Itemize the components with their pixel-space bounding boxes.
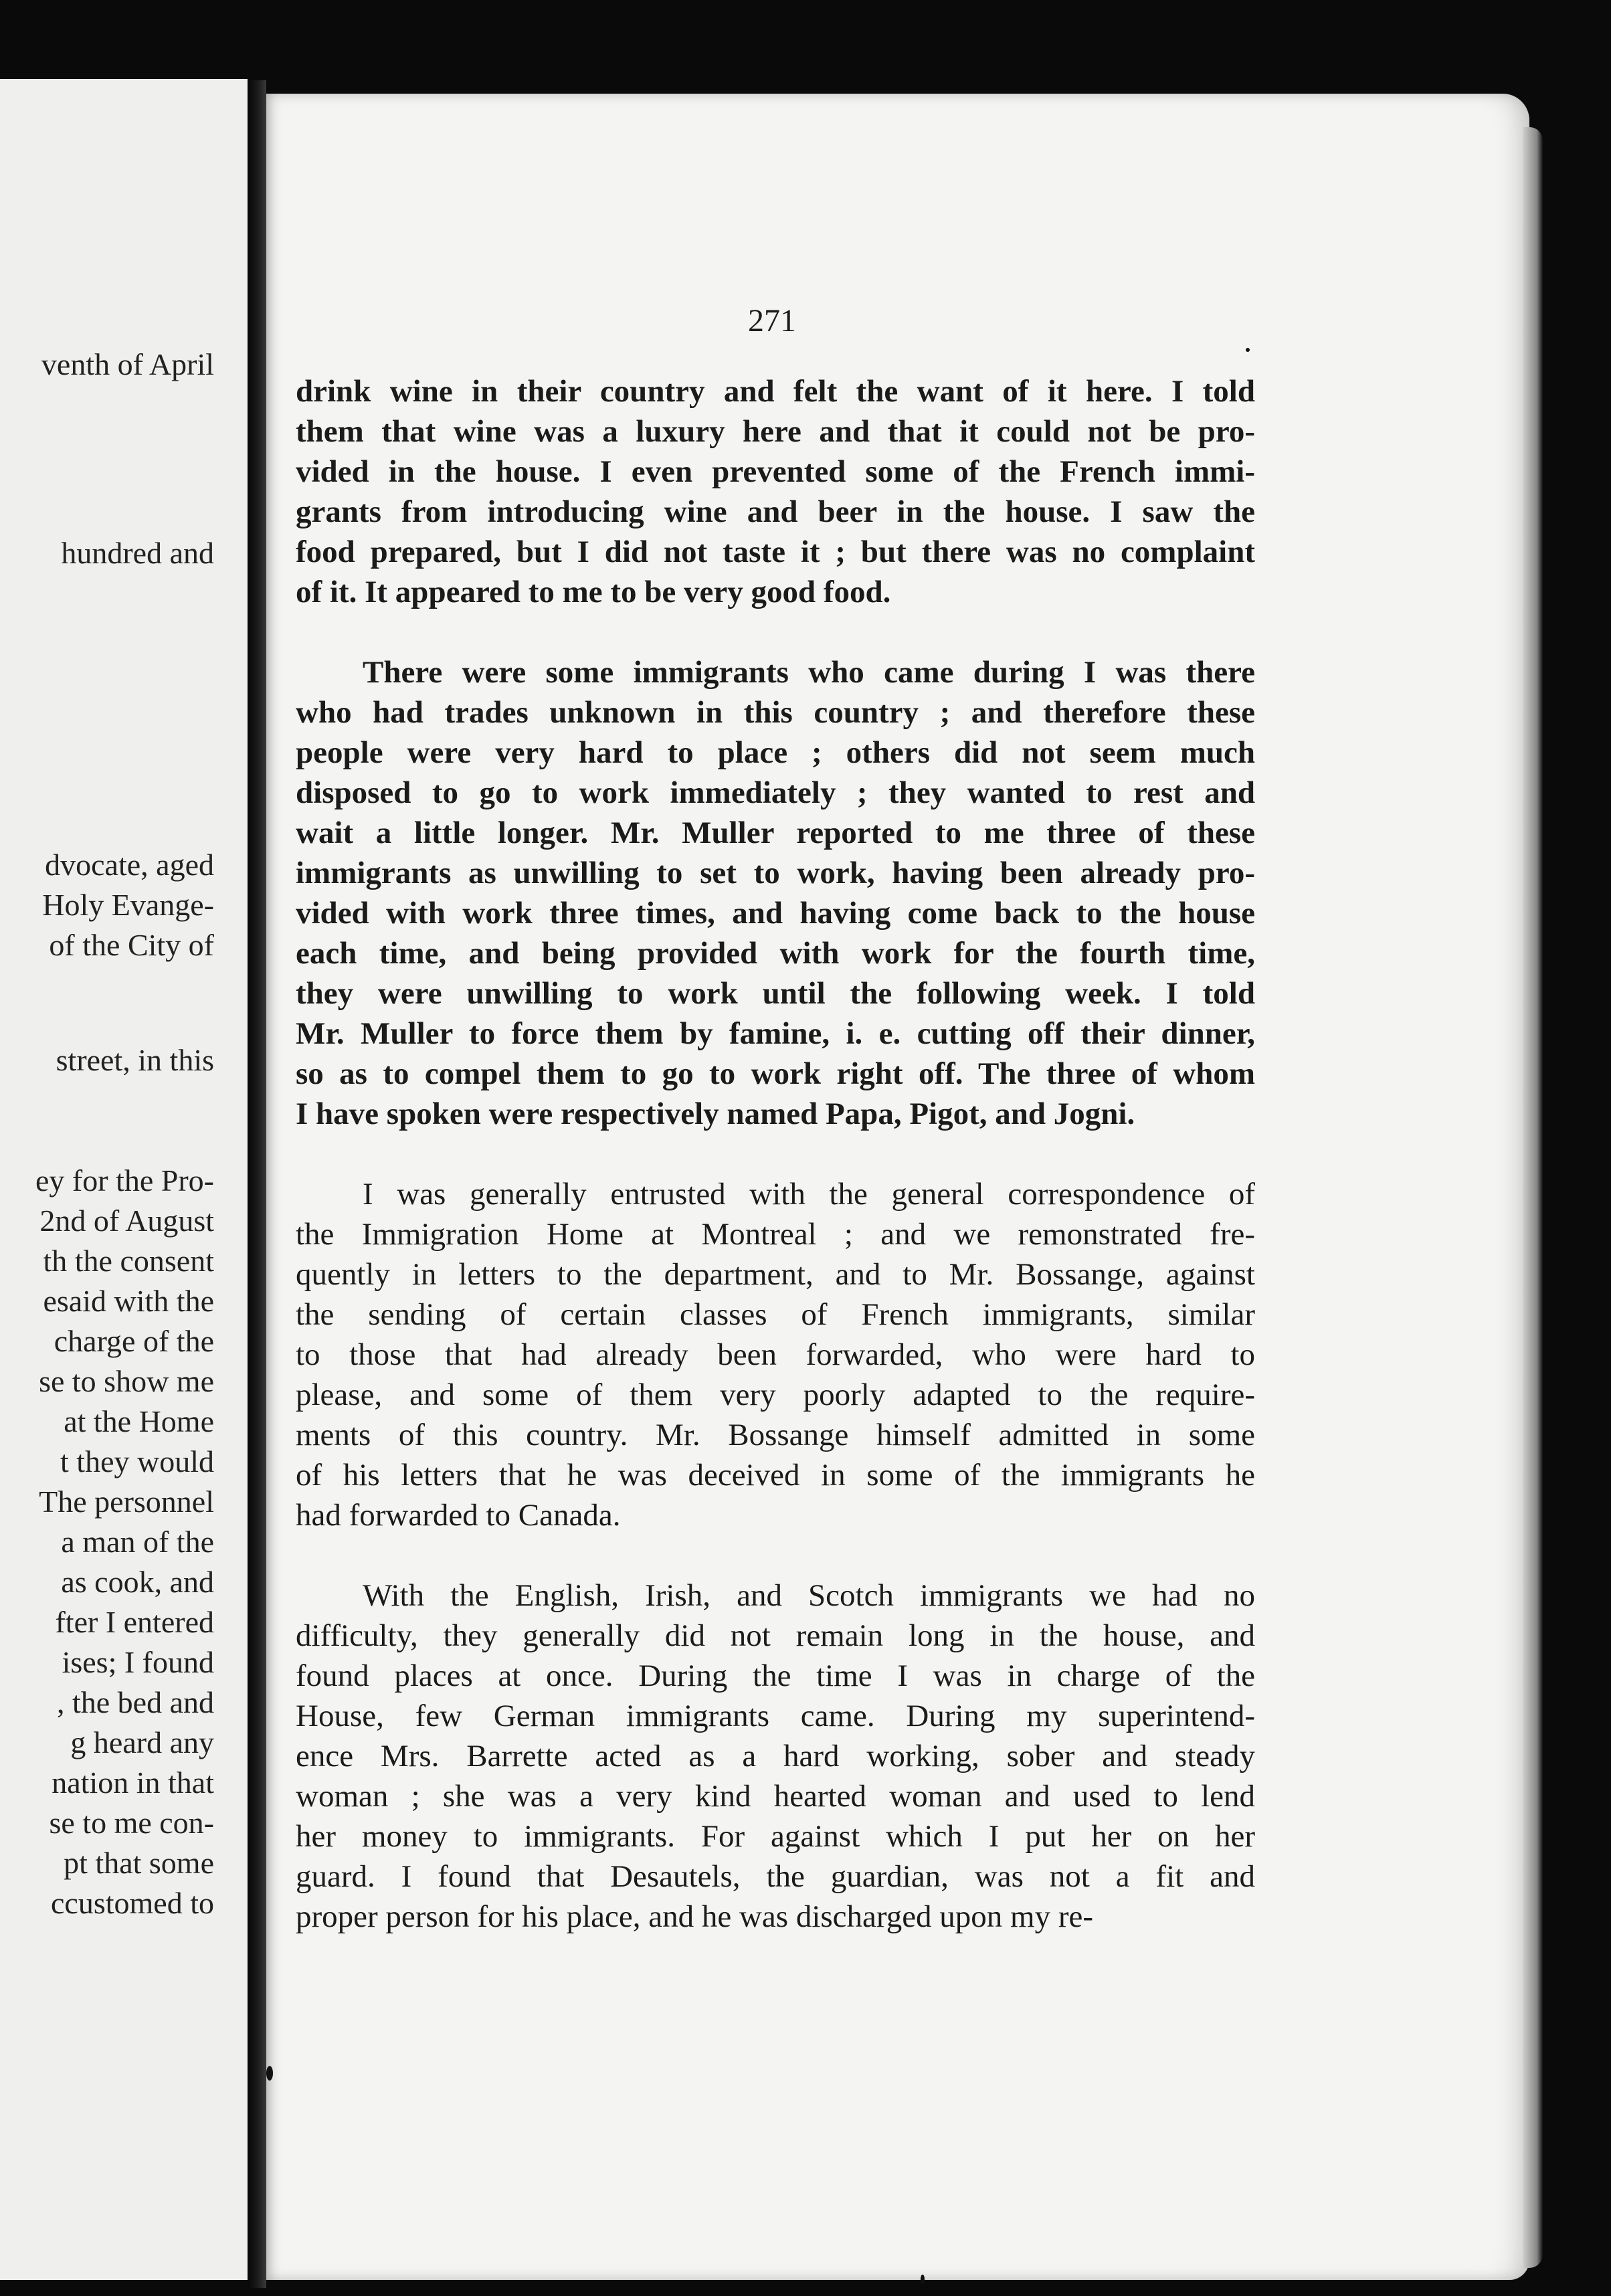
paragraph	[296, 652, 1255, 1134]
text-line: guard. I found that Desautels, the guardian, was not a fit and	[296, 1859, 1255, 1894]
left-page-line: dvocate, aged	[45, 848, 214, 882]
text-line: had forwarded to Canada.	[296, 1498, 621, 1533]
page-edge-shadow	[1523, 127, 1543, 2268]
left-page-line: ey for the Pro-	[35, 1163, 214, 1198]
ink-speck	[921, 2275, 925, 2284]
text-line: With the English, Irish, and Scotch immigrants we had no	[363, 1578, 1255, 1613]
text-line: difficulty, they generally did not remain long in the house, and	[296, 1618, 1255, 1653]
left-page-line: Holy Evange-	[42, 888, 214, 922]
paragraph	[296, 1174, 1255, 1535]
left-page-line: ccustomed to	[51, 1886, 214, 1920]
left-page-line: nation in that	[52, 1765, 214, 1800]
text-line: immigrants as unwilling to set to work, having been already pro-	[296, 856, 1255, 890]
left-page-line: charge of the	[54, 1324, 214, 1358]
left-page-line: street, in this	[56, 1043, 214, 1077]
text-line: I have spoken were respectively named Papa, Pigot, and Jogni.	[296, 1096, 1135, 1131]
text-line: the sending of certain classes of French immigrants, similar	[296, 1297, 1255, 1332]
text-line: ence Mrs. Barrette acted as a hard working, sober and steady	[296, 1739, 1255, 1774]
page-number: 271	[748, 303, 796, 339]
left-page-line: at the Home	[64, 1404, 214, 1438]
book-gutter	[248, 80, 266, 2288]
text-line: Mr. Muller to force them by famine, i. e. cutting off their dinner,	[296, 1016, 1255, 1051]
left-page-line: se to me con-	[49, 1806, 214, 1840]
text-line: grants from introducing wine and beer in the house. I saw the	[296, 494, 1255, 529]
left-page-line: pt that some	[64, 1846, 214, 1880]
text-line: of his letters that he was deceived in some of the immigrants he	[296, 1458, 1255, 1493]
text-line: people were very hard to place ; others did not seem much	[296, 735, 1255, 770]
text-line: quently in letters to the department, and to Mr. Bossange, against	[296, 1257, 1255, 1292]
text-line: drink wine in their country and felt the want of it here. I told	[296, 374, 1255, 409]
text-line: vided with work three times, and having come back to the house	[296, 896, 1255, 931]
left-page-line: ises; I found	[62, 1645, 214, 1679]
text-line: ments of this country. Mr. Bossange himself admitted in some	[296, 1418, 1255, 1452]
left-page-line: The personnel	[39, 1485, 214, 1519]
text-line: woman ; she was a very kind hearted woman and used to lend	[296, 1779, 1255, 1814]
text-line: of it. It appeared to me to be very good food.	[296, 575, 891, 609]
text-line: found places at once. During the time I was in charge of the	[296, 1658, 1255, 1693]
text-line: proper person for his place, and he was discharged upon my re-	[296, 1899, 1094, 1934]
text-line: House, few German immigrants came. During my superintend-	[296, 1699, 1255, 1733]
text-line: so as to compel them to go to work right off. The three of whom	[296, 1056, 1255, 1091]
left-page-line: 2nd of August	[39, 1204, 214, 1238]
left-page-line: a man of the	[61, 1525, 214, 1559]
left-page-line: , the bed and	[56, 1685, 214, 1719]
left-page-line: hundred and	[61, 536, 214, 570]
left-page-line: of the City of	[49, 928, 214, 962]
left-facing-page	[0, 79, 248, 2280]
text-line: disposed to go to work immediately ; they wanted to rest and	[296, 775, 1255, 810]
text-line: to those that had already been forwarded, who were hard to	[296, 1337, 1255, 1372]
left-page-line: g heard any	[70, 1725, 214, 1759]
left-page-line: t they would	[60, 1444, 214, 1478]
text-line: vided in the house. I even prevented some of the French immi-	[296, 454, 1255, 489]
body-text	[296, 371, 1255, 1937]
text-line: the Immigration Home at Montreal ; and we remonstrated fre-	[296, 1217, 1255, 1252]
text-line: I was generally entrusted with the general correspondence of	[363, 1177, 1255, 1212]
left-page-line: se to show me	[39, 1364, 214, 1398]
text-line: food prepared, but I did not taste it ; but there was no complaint	[296, 535, 1255, 569]
text-line: they were unwilling to work until the following week. I told	[296, 976, 1255, 1011]
text-line: them that wine was a luxury here and that it could not be pro-	[296, 414, 1255, 449]
left-page-line: th the consent	[43, 1244, 214, 1278]
text-line: please, and some of them very poorly adapted to the require-	[296, 1377, 1255, 1412]
ink-speck	[266, 2066, 273, 2081]
paragraph	[296, 1575, 1255, 1937]
ink-speck	[1246, 348, 1250, 352]
text-line: who had trades unknown in this country ; and therefore these	[296, 695, 1255, 730]
left-page-line: esaid with the	[43, 1284, 214, 1318]
text-line: There were some immigrants who came during I was there	[363, 655, 1255, 690]
text-line: wait a little longer. Mr. Muller reported to me three of these	[296, 816, 1255, 850]
text-line: each time, and being provided with work for the fourth time,	[296, 936, 1255, 971]
left-page-line: venth of April	[41, 347, 214, 381]
paragraph	[296, 371, 1255, 612]
left-page-line: fter I entered	[55, 1605, 214, 1639]
left-page-line: as cook, and	[61, 1565, 214, 1599]
text-line: her money to immigrants. For against which I put her on her	[296, 1819, 1255, 1854]
